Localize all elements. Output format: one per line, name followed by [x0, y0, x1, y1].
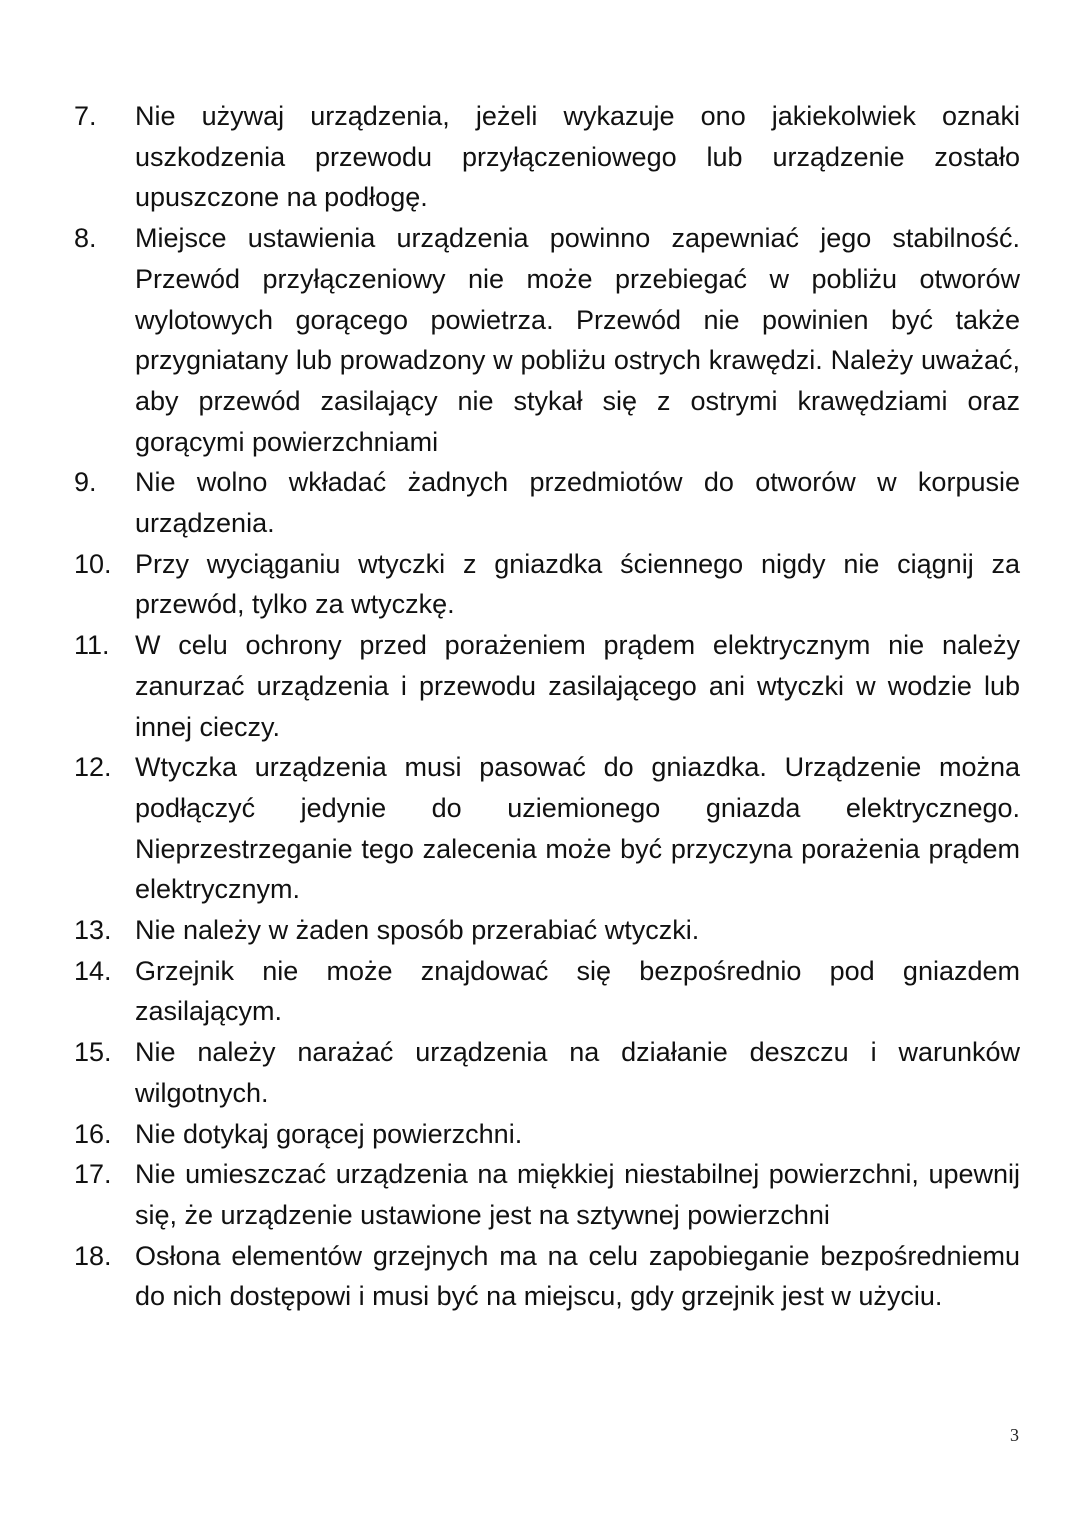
- item-text: Miejsce ustawienia urządzenia powinno zapewniać jego stabilność. Przewód przyłączeniowy nie może przebiegać w pobliżu otworów wylotowych gorącego powietrza. Przewód nie powinien być także przygniatany lub prowadzony w pobliżu ostrych krawędzi. Należy uważać, aby przewód zasilający nie stykał się z ostrymi krawędziami oraz gorącymi powierzchniami: [135, 223, 1020, 457]
- list-item: [74, 544, 1020, 625]
- item-text: W celu ochrony przed porażeniem prądem elektrycznym nie należy zanurzać urządzenia i przewodu zasilającego ani wtyczki w wodzie lub innej cieczy.: [135, 630, 1020, 742]
- item-text: Nie używaj urządzenia, jeżeli wykazuje ono jakiekolwiek oznaki uszkodzenia przewodu przyłączeniowego lub urządzenie zostało upuszczone na podłogę.: [135, 101, 1020, 213]
- item-text: Nie dotykaj gorącej powierzchni.: [135, 1118, 523, 1149]
- item-text: Wtyczka urządzenia musi pasować do gniazdka. Urządzenie można podłączyć jedynie do uziemionego gniazda elektrycznego. Nieprzestrzeganie tego zalecenia może być przyczyna porażenia prądem elektrycznym.: [135, 752, 1020, 905]
- item-number: 14.: [74, 955, 112, 986]
- page-number: 3: [1010, 1425, 1019, 1445]
- list-item: [74, 910, 1020, 951]
- item-text: Nie należy narażać urządzenia na działanie deszczu i warunków wilgotnych.: [135, 1037, 1020, 1108]
- item-number: 15.: [74, 1037, 112, 1068]
- item-text: Nie wolno wkładać żadnych przedmiotów do otworów w korpusie urządzenia.: [135, 467, 1020, 539]
- item-number: 8.: [74, 223, 97, 254]
- item-text: Przy wyciąganiu wtyczki z gniazdka ściennego nigdy nie ciągnij za przewód, tylko za wtyczkę.: [135, 548, 1020, 620]
- list-item: [74, 218, 1020, 462]
- item-number: 7.: [74, 101, 97, 131]
- item-number: 16.: [74, 1118, 112, 1149]
- item-number: 11.: [74, 630, 110, 661]
- safety-instructions-list: [74, 96, 1020, 1317]
- list-item: [74, 747, 1020, 910]
- list-item: [74, 1032, 1020, 1113]
- item-number: 17.: [74, 1159, 112, 1190]
- item-text: Nie umieszczać urządzenia na miękkiej niestabilnej powierzchni, upewnij się, że urządzenie ustawione jest na sztywnej powierzchni: [135, 1159, 1020, 1230]
- item-text: Grzejnik nie może znajdować się bezpośrednio pod gniazdem zasilającym.: [135, 955, 1020, 1027]
- item-text: Nie należy w żaden sposób przerabiać wtyczki.: [135, 915, 700, 946]
- list-item: [74, 625, 1020, 747]
- item-number: 13.: [74, 915, 112, 946]
- item-number: 18.: [74, 1240, 112, 1271]
- list-item: [74, 96, 1020, 218]
- list-item: [74, 1154, 1020, 1235]
- item-number: 12.: [74, 752, 112, 783]
- list-item: [74, 462, 1020, 543]
- list-item: [74, 1114, 1020, 1155]
- item-text: Osłona elementów grzejnych ma na celu zapobieganie bezpośredniemu do nich dostępowi i musi być na miejscu, gdy grzejnik jest w użyciu.: [135, 1240, 1020, 1312]
- list-item: [74, 951, 1020, 1032]
- item-number: 9.: [74, 467, 97, 498]
- item-number: 10.: [74, 548, 112, 579]
- list-item: [74, 1236, 1020, 1317]
